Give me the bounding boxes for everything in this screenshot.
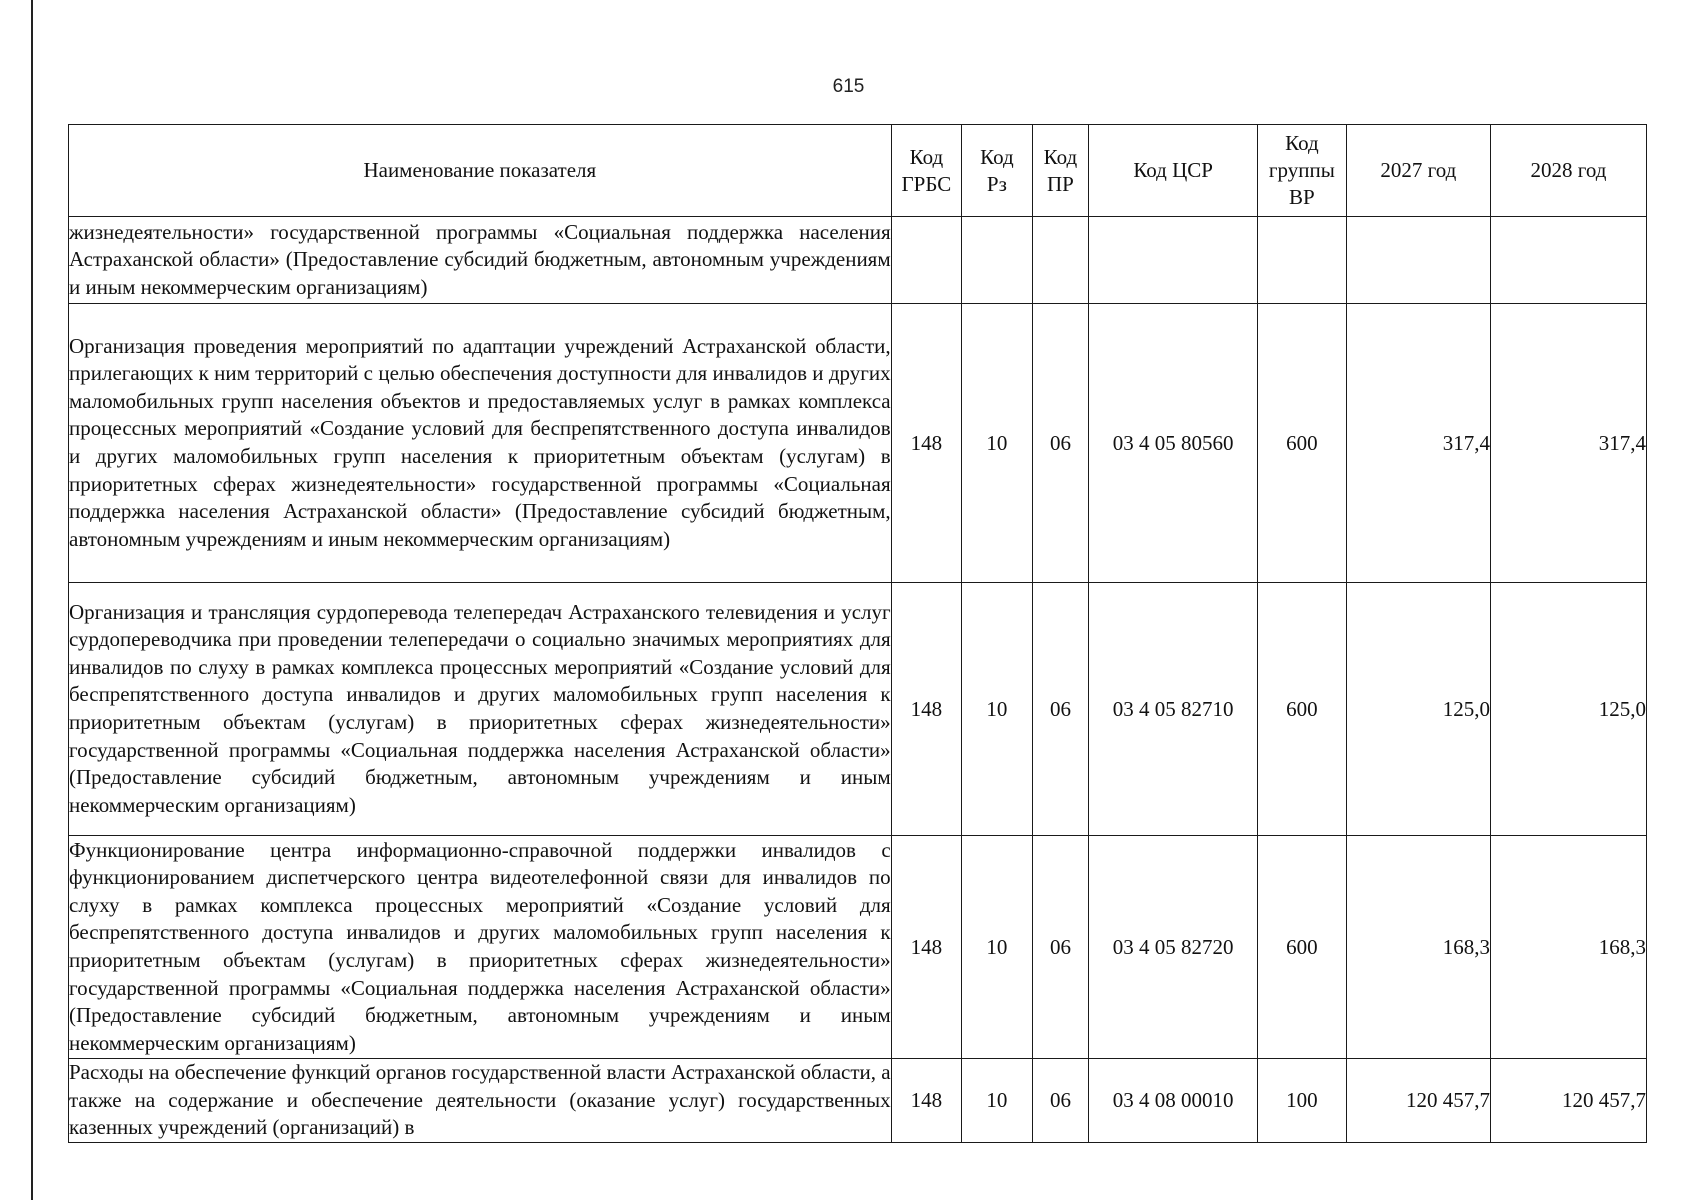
header-csr: Код ЦСР xyxy=(1089,125,1258,217)
cell-rz xyxy=(962,217,1033,304)
cell-csr: 03 4 05 80560 xyxy=(1089,304,1258,583)
cell-name: Расходы на обеспечение функций органов государственной власти Астраханской области, а также на содержание и обеспечение деятельности (оказание услуг) государственных казенных учреждений (организаций) в xyxy=(69,1059,892,1143)
header-pr-line2: ПР xyxy=(1047,171,1074,196)
cell-pr: 06 xyxy=(1032,304,1089,583)
header-year-2028: 2028 год xyxy=(1490,125,1646,217)
table-row xyxy=(69,304,1647,583)
header-rz-line1: Код xyxy=(980,144,1014,169)
cell-rz: 10 xyxy=(962,304,1033,583)
cell-2027: 168,3 xyxy=(1346,836,1490,1059)
cell-2028: 120 457,7 xyxy=(1490,1059,1646,1143)
cell-csr xyxy=(1089,217,1258,304)
cell-2027: 317,4 xyxy=(1346,304,1490,583)
cell-name: Организация и трансляция сурдоперевода телепередач Астраханского телевидения и услуг сурдопереводчика при проведении телепередачи о социально значимых мероприятиях для инвалидов по слуху в рамках комплекса процессных мероприятий «Создание условий для беспрепятственного доступа инвалидов и других маломобильных групп населения к приоритетным объектам (услугам) в приоритетных сферах жизнедеятельности» государственной программы «Социальная поддержка населения Астраханской области» (Предоставление субсидий бюджетным, автономным учреждениям и иным некоммерческим организациям) xyxy=(69,583,892,836)
cell-2028: 317,4 xyxy=(1490,304,1646,583)
cell-pr xyxy=(1032,217,1089,304)
header-year-2027: 2027 год xyxy=(1346,125,1490,217)
cell-csr: 03 4 05 82710 xyxy=(1089,583,1258,836)
cell-2028: 125,0 xyxy=(1490,583,1646,836)
cell-grbs xyxy=(891,217,962,304)
cell-vr: 600 xyxy=(1258,836,1347,1059)
header-pr xyxy=(1032,125,1089,217)
cell-grbs: 148 xyxy=(891,836,962,1059)
cell-vr: 100 xyxy=(1258,1059,1347,1143)
cell-pr: 06 xyxy=(1032,836,1089,1059)
cell-2027: 120 457,7 xyxy=(1346,1059,1490,1143)
header-grbs xyxy=(891,125,962,217)
header-vr-line2: группы xyxy=(1268,158,1335,182)
table-row xyxy=(69,836,1647,1059)
cell-vr: 600 xyxy=(1258,304,1347,583)
cell-rz: 10 xyxy=(962,583,1033,836)
cell-2028: 168,3 xyxy=(1490,836,1646,1059)
cell-name: Функционирование центра информационно-справочной поддержки инвалидов с функционированием диспетчерского центра видеотелефонной связи для инвалидов по слуху в рамках комплекса процессных мероприятий «Создание условий для беспрепятственного доступа инвалидов и других маломобильных групп населения к приоритетным объектам (услугам) в приоритетных сферах жизнедеятельности» государственной программы «Социальная поддержка населения Астраханской области» (Предоставление субсидий бюджетным, автономным учреждениям и иным некоммерческим организациям) xyxy=(69,836,892,1059)
header-pr-line1: Код xyxy=(1043,144,1078,169)
header-vr xyxy=(1258,125,1347,217)
cell-rz: 10 xyxy=(962,836,1033,1059)
header-vr-line1: Код xyxy=(1285,131,1319,155)
cell-grbs: 148 xyxy=(891,1059,962,1143)
cell-grbs: 148 xyxy=(891,583,962,836)
table-row xyxy=(69,1059,1647,1143)
cell-csr: 03 4 08 00010 xyxy=(1089,1059,1258,1143)
header-rz xyxy=(962,125,1033,217)
table-row xyxy=(69,583,1647,836)
cell-rz: 10 xyxy=(962,1059,1033,1143)
cell-2028 xyxy=(1490,217,1646,304)
cell-vr: 600 xyxy=(1258,583,1347,836)
header-grbs-line1: Код xyxy=(909,144,944,169)
header-rz-line2: Рз xyxy=(986,171,1007,196)
cell-pr: 06 xyxy=(1032,583,1089,836)
table-header-row xyxy=(69,125,1647,217)
page-binding-line xyxy=(31,0,33,1200)
cell-2027: 125,0 xyxy=(1346,583,1490,836)
page-number: 615 xyxy=(832,76,865,97)
cell-name: Организация проведения мероприятий по адаптации учреждений Астраханской области, прилегающих к ним территорий с целью обеспечения доступности для инвалидов и других маломобильных групп населения объектов и предоставляемых услуг в рамках комплекса процессных мероприятий «Создание условий для беспрепятственного доступа инвалидов и других маломобильных групп населения к приоритетным объектам (услугам) в приоритетных сферах жизнедеятельности» государственной программы «Социальная поддержка населения Астраханской области» (Предоставление субсидий бюджетным, автономным учреждениям и иным некоммерческим организациям) xyxy=(69,304,892,583)
cell-pr: 06 xyxy=(1032,1059,1089,1143)
header-grbs-line2: ГРБС xyxy=(901,171,952,196)
cell-2027 xyxy=(1346,217,1490,304)
header-vr-line3: ВР xyxy=(1289,185,1315,209)
cell-name: жизнедеятельности» государственной программы «Социальная поддержка населения Астраханской области» (Предоставление субсидий бюджетным, автономным учреждениям и иным некоммерческим организациям) xyxy=(69,217,892,304)
cell-grbs: 148 xyxy=(891,304,962,583)
cell-csr: 03 4 05 82720 xyxy=(1089,836,1258,1059)
budget-table xyxy=(68,124,1647,1143)
header-name: Наименование показателя xyxy=(69,125,892,217)
table-row xyxy=(69,217,1647,304)
cell-vr xyxy=(1258,217,1347,304)
